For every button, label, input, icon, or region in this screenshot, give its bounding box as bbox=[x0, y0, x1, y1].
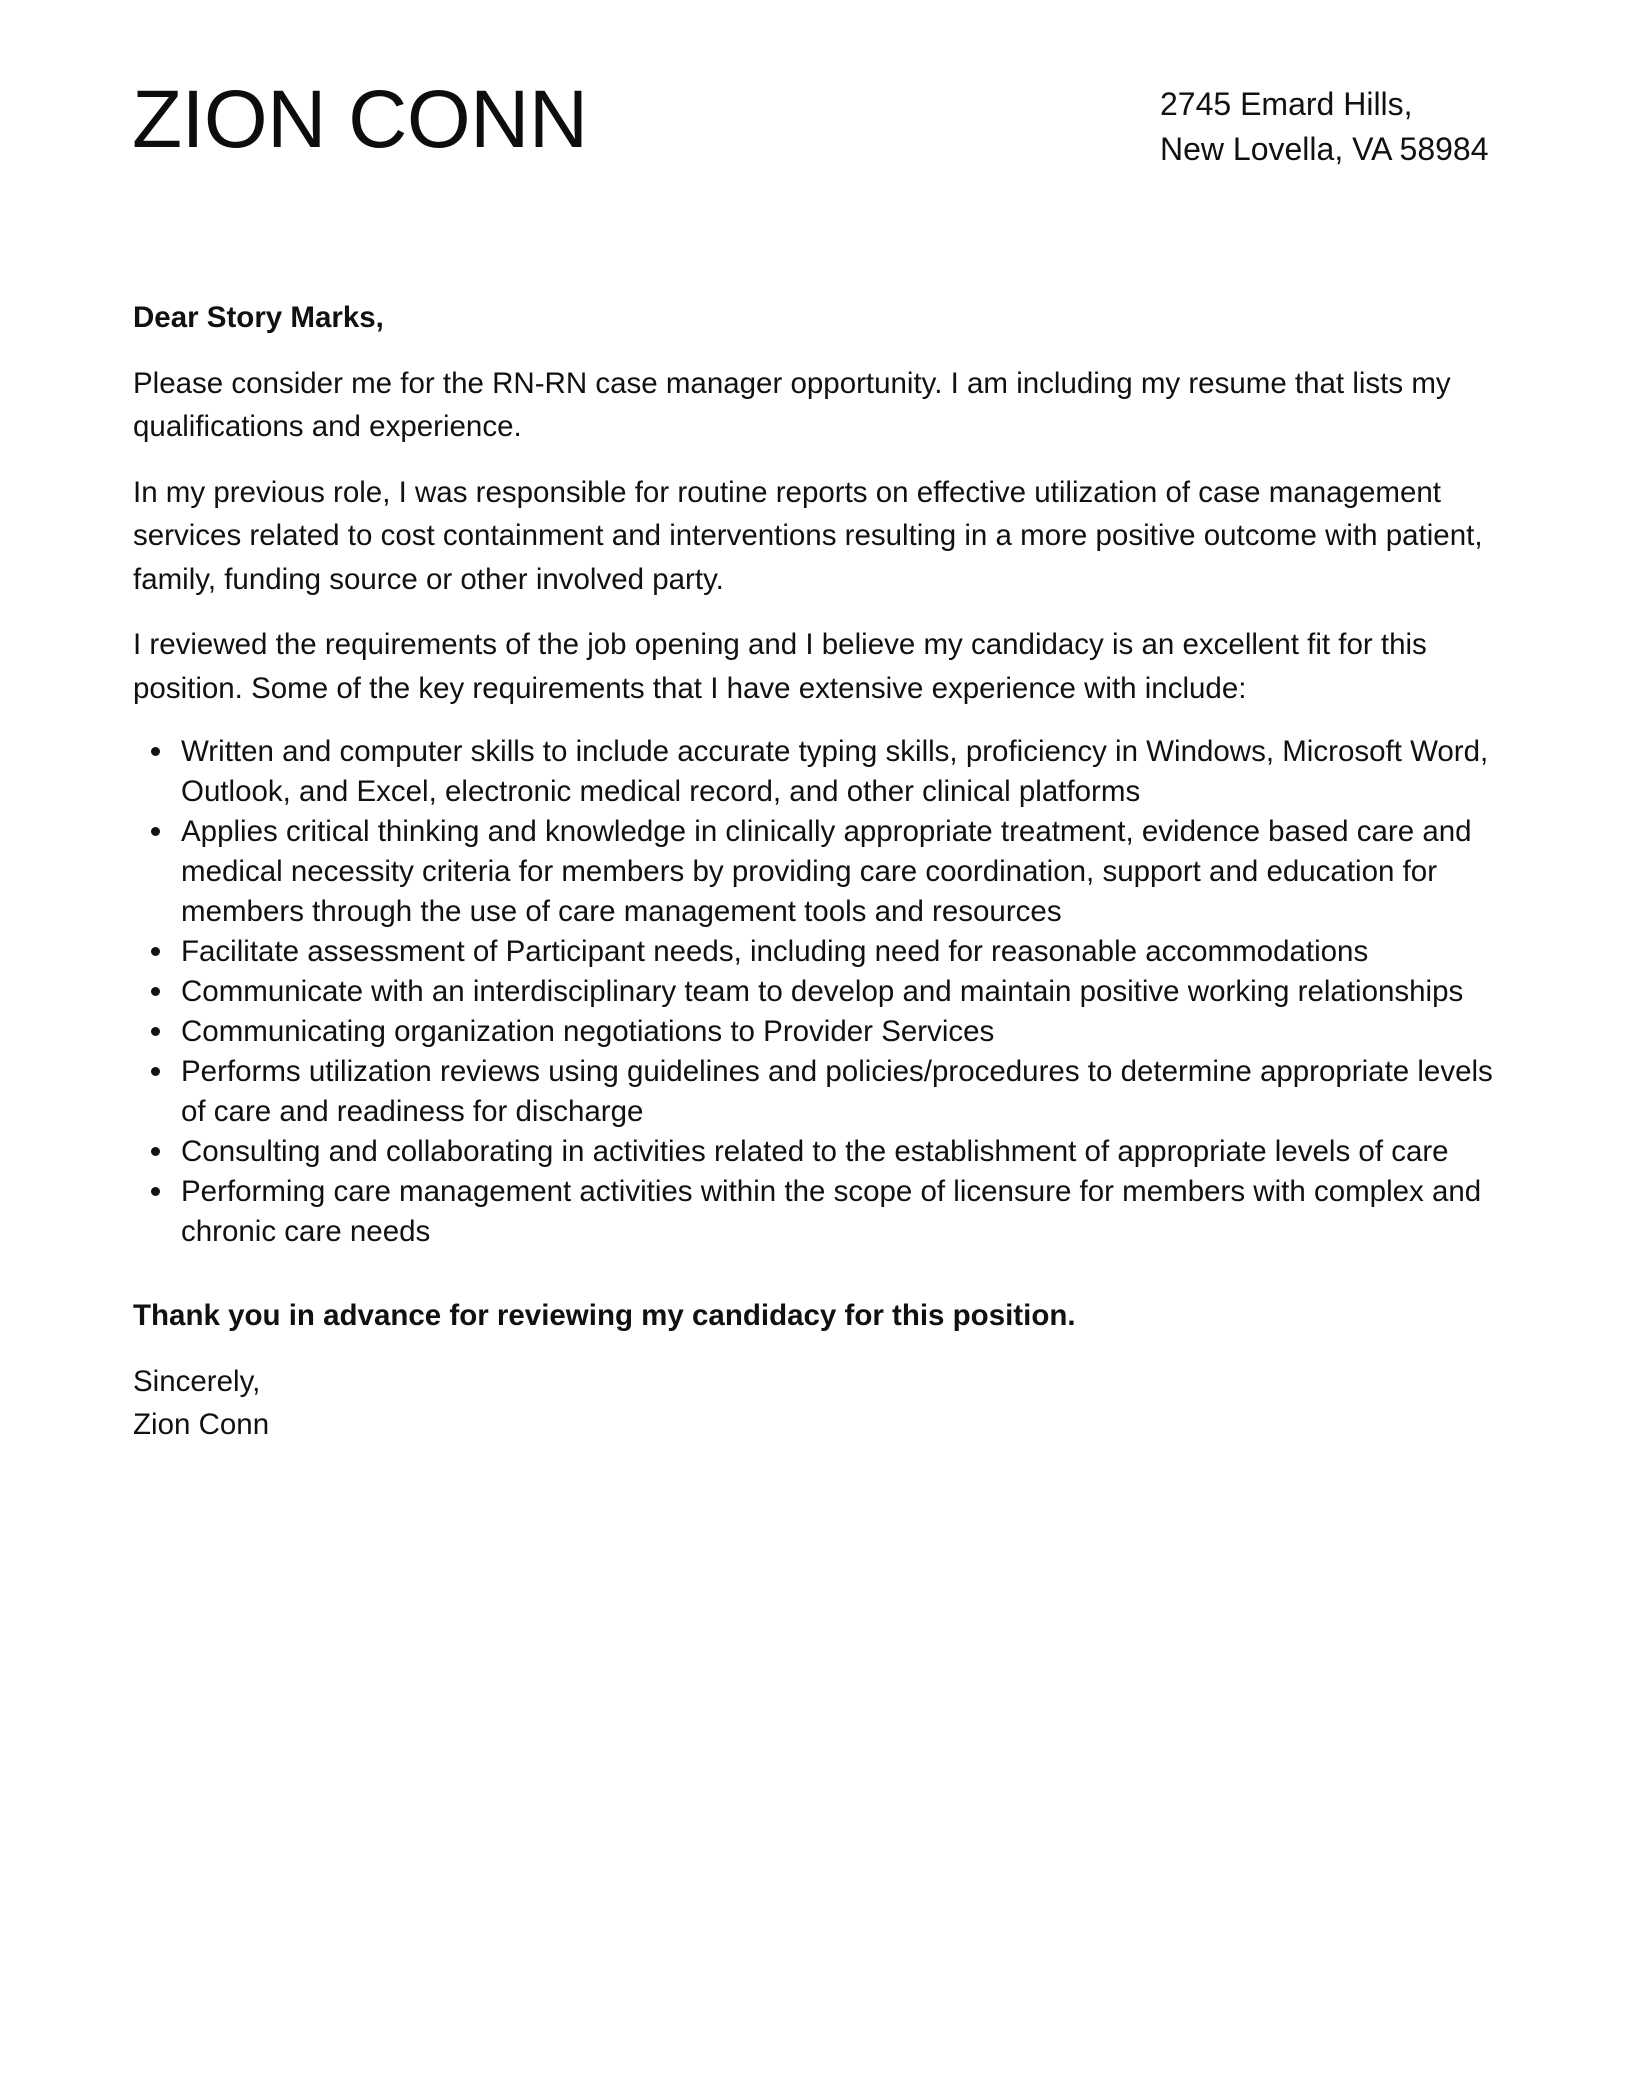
address-line-2: New Lovella, VA 58984 bbox=[1160, 131, 1489, 167]
signoff-phrase: Sincerely, bbox=[133, 1364, 261, 1398]
bullet-icon bbox=[151, 1027, 160, 1036]
requirements-list bbox=[133, 732, 1503, 1252]
list-item-text: Performing care management activities within the scope of licensure for members with complex and chronic care needs bbox=[181, 1175, 1482, 1248]
list-item-text: Communicate with an interdisciplinary team to develop and maintain positive working relationships bbox=[181, 975, 1464, 1008]
paragraph-intro: Please consider me for the RN-RN case manager opportunity. I am including my resume that lists my qualifications and experience. bbox=[133, 366, 1451, 443]
list-item bbox=[181, 932, 1503, 972]
address-line-1: 2745 Emard Hills, bbox=[1160, 86, 1413, 122]
bullet-icon bbox=[151, 827, 160, 836]
list-item bbox=[181, 972, 1503, 1012]
salutation: Dear Story Marks, bbox=[133, 301, 384, 334]
signoff bbox=[133, 1360, 1503, 1447]
list-item bbox=[181, 732, 1503, 812]
list-item bbox=[181, 1012, 1503, 1052]
paragraph-requirements-intro: I reviewed the requirements of the job opening and I believe my candidacy is an excellent fit for this position. Some of the key requirements that I have extensive experience with include: bbox=[133, 628, 1427, 705]
list-item-text: Applies critical thinking and knowledge in clinically appropriate treatment, evidence based care and medical necessity criteria for members by providing care coordination, support and education for members through the use of care management tools and resources bbox=[181, 815, 1472, 928]
list-item-text: Facilitate assessment of Participant needs, including need for reasonable accommodations bbox=[181, 935, 1369, 968]
letter-body bbox=[133, 296, 1503, 1447]
applicant-name: ZION CONN bbox=[132, 74, 588, 165]
bullet-icon bbox=[151, 1147, 160, 1156]
list-item-text: Consulting and collaborating in activities related to the establishment of appropriate levels of care bbox=[181, 1135, 1449, 1168]
list-item bbox=[181, 1052, 1503, 1132]
list-item bbox=[181, 1172, 1503, 1252]
applicant-address bbox=[1160, 82, 1500, 172]
bullet-icon bbox=[151, 1187, 160, 1196]
closing-statement: Thank you in advance for reviewing my candidacy for this position. bbox=[133, 1299, 1076, 1332]
signature-name: Zion Conn bbox=[133, 1408, 270, 1441]
bullet-icon bbox=[151, 987, 160, 996]
bullet-icon bbox=[151, 947, 160, 956]
paragraph-previous-role: In my previous role, I was responsible for routine reports on effective utilization of case management services related to cost containment and interventions resulting in a more positive outcome with patient, family, funding source or other involved party. bbox=[133, 475, 1483, 596]
bullet-icon bbox=[151, 747, 160, 756]
bullet-icon bbox=[151, 1067, 160, 1076]
list-item-text: Written and computer skills to include accurate typing skills, proficiency in Windows, Microsoft Word, Outlook, and Excel, electronic medical record, and other clinical platforms bbox=[181, 735, 1489, 808]
letter-header bbox=[132, 70, 1500, 190]
list-item-text: Performs utilization reviews using guidelines and policies/procedures to determine appropriate levels of care and readiness for discharge bbox=[181, 1055, 1493, 1128]
list-item-text: Communicating organization negotiations to Provider Services bbox=[181, 1015, 995, 1048]
list-item bbox=[181, 1132, 1503, 1172]
list-item bbox=[181, 812, 1503, 932]
